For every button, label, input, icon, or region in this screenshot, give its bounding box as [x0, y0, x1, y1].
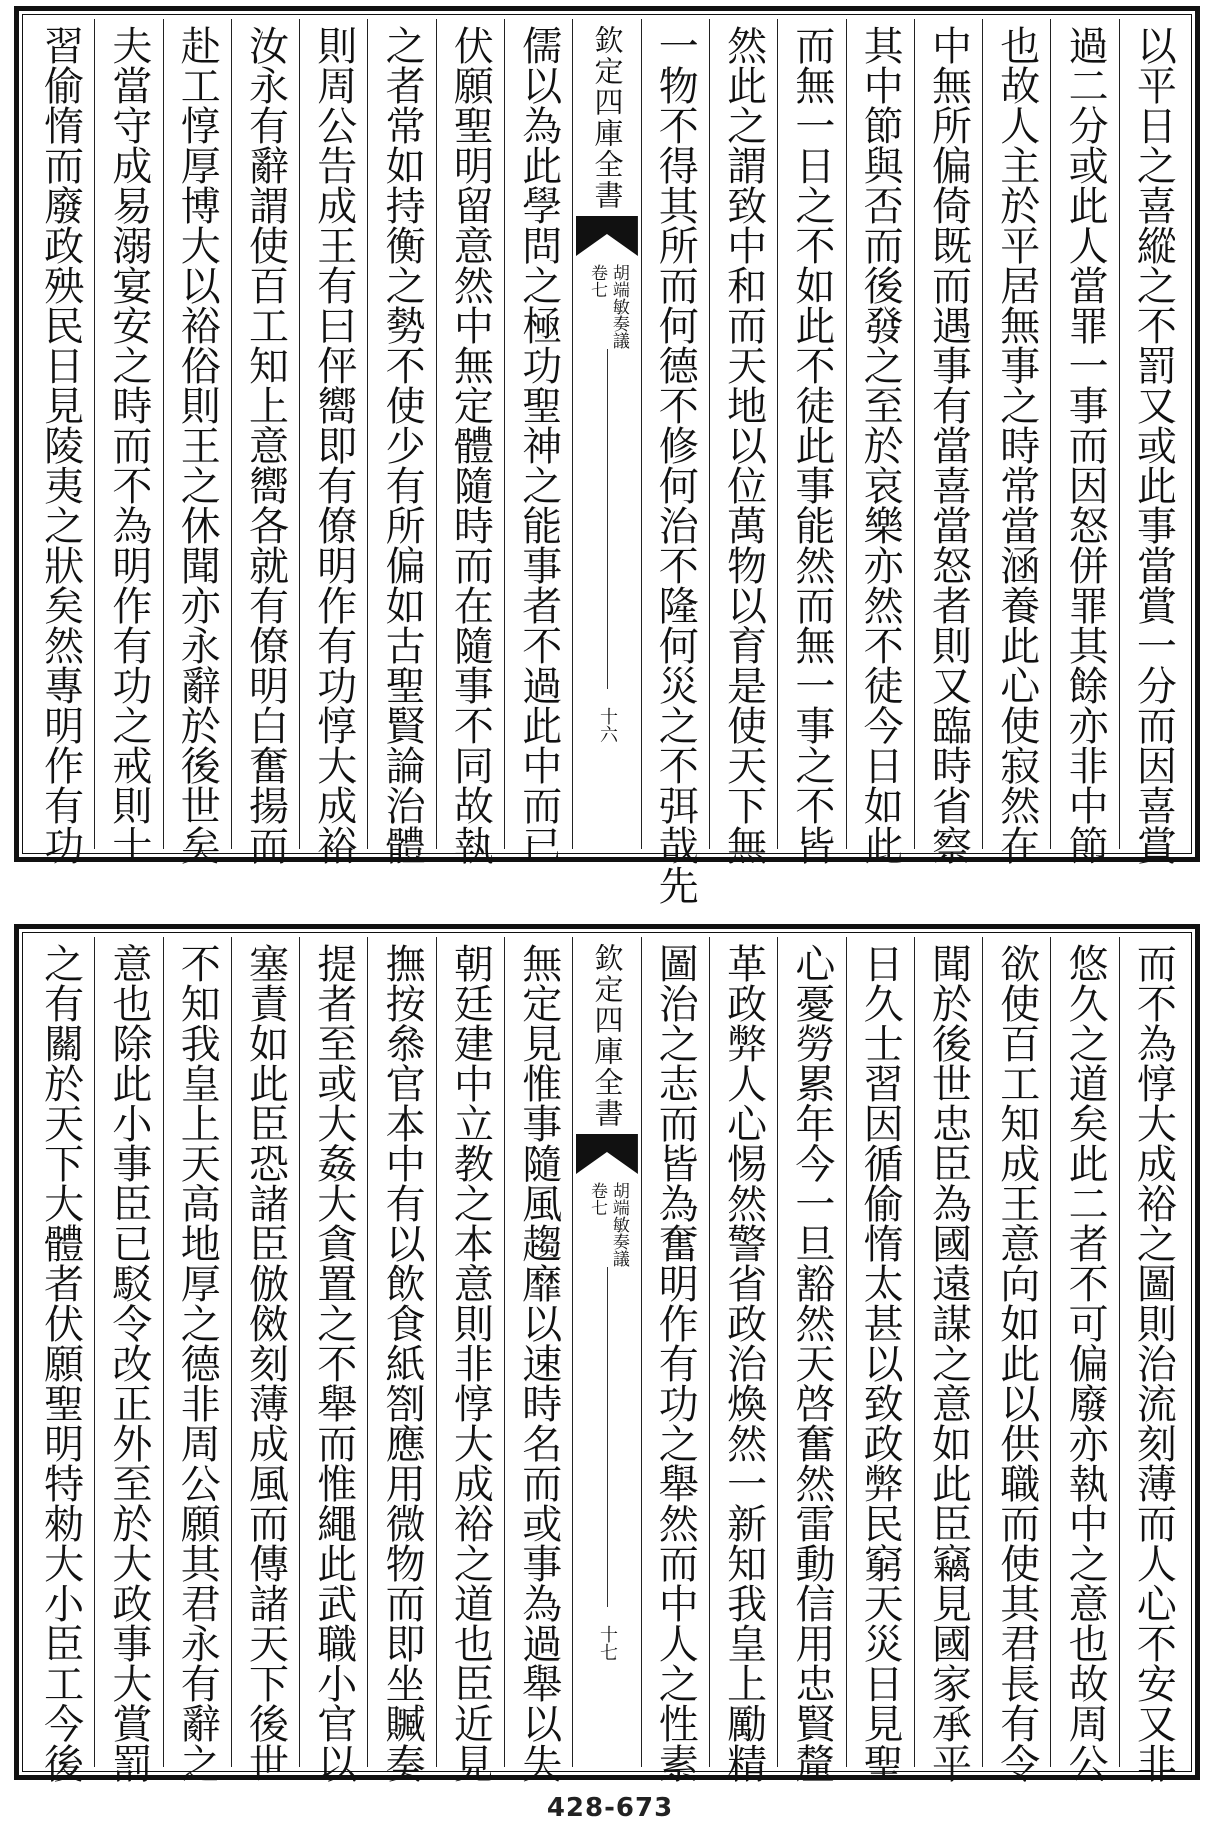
text-column: 無 定 見 惟 事 隨 風 趨 靡 以 速 時 名 而 或 事 為 過 舉 以 失 — [504, 937, 572, 1767]
text-column: 提 者 至 或 大 姦 大 貪 置 之 不 舉 而 惟 繩 此 武 職 小 官 以 — [299, 937, 367, 1767]
volume-label: 卷七 — [586, 1182, 607, 1216]
text-column: 心 憂 勞 累 年 今 一 旦 豁 然 天 啓 奮 然 雷 動 信 用 忠 賢 釐 — [777, 937, 845, 1767]
volume-label: 卷七 — [586, 264, 607, 298]
text-column: 革 政 弊 人 心 惕 然 警 省 政 治 煥 然 一 新 知 我 皇 上 勵 精 — [709, 937, 777, 1767]
text-column: 而 不 為 惇 大 成 裕 之 圖 則 治 流 刻 薄 而 人 心 不 安 又 非 — [1119, 937, 1187, 1767]
text-column: 之 者 常 如 持 衡 之 勢 不 使 少 有 所 偏 如 古 聖 賢 論 治 體 — [367, 19, 435, 849]
text-column: 儒 以 為 此 學 問 之 極 功 聖 神 之 能 事 者 不 過 此 中 而 已 — [504, 19, 572, 849]
center-subtitle — [587, 264, 627, 349]
center-subtitle — [587, 1182, 627, 1267]
text-column: 赴 工 惇 厚 博 大 以 裕 俗 則 王 之 休 聞 亦 永 辭 於 後 世 矣 — [163, 19, 231, 849]
book-title: 胡端敏奏議 — [608, 1182, 629, 1267]
text-column: 朝 廷 建 中 立 教 之 本 意 則 非 惇 大 成 裕 之 道 也 臣 近 見 — [436, 937, 504, 1767]
text-column: 日 久 士 習 因 循 偷 惰 太 甚 以 致 政 弊 民 窮 天 災 日 見 聖 — [846, 937, 914, 1767]
text-column: 汝 永 有 辭 謂 使 百 工 知 上 意 嚮 各 就 有 僚 明 白 奮 揚 而 — [231, 19, 299, 849]
text-column: 以 平 日 之 喜 縱 之 不 罰 又 或 此 事 當 賞 一 分 而 因 喜 賞 — [1119, 19, 1187, 849]
text-column: 也 故 人 主 於 平 居 無 事 之 時 常 當 涵 養 此 心 使 寂 然 在 — [982, 19, 1050, 849]
bottom-page-panel — [14, 924, 1200, 1783]
text-column: 其 中 節 與 否 而 後 發 之 至 於 哀 樂 亦 然 不 徒 今 日 如 此 — [846, 19, 914, 849]
text-column: 而 無 一 日 之 不 如 此 不 徒 此 事 能 然 而 無 一 事 之 不 皆 — [777, 19, 845, 849]
text-column: 不 知 我 皇 上 天 高 地 厚 之 德 非 周 公 願 其 君 永 有 辭 之 — [163, 937, 231, 1767]
text-column: 然 此 之 謂 致 中 和 而 天 地 以 位 萬 物 以 育 是 使 天 下 無 — [709, 19, 777, 849]
top-page-columns — [27, 19, 1187, 905]
text-column: 則 周 公 告 成 王 有 曰 伻 嚮 即 有 僚 明 作 有 功 惇 大 成 裕 — [299, 19, 367, 849]
text-column: 伏 願 聖 明 留 意 然 中 無 定 體 隨 時 而 在 隨 事 不 同 故 執 — [436, 19, 504, 849]
center-fold-column — [572, 937, 640, 1767]
text-column: 之 有 關 於 天 下 大 體 者 伏 願 聖 明 特 勑 大 小 臣 工 今 後 — [37, 943, 84, 1783]
text-column: 塞 責 如 此 臣 恐 諸 臣 倣 傚 刻 薄 成 風 而 傳 諸 天 下 後 世 — [231, 937, 299, 1767]
folio-number: 十七 — [596, 1625, 618, 1661]
text-column: 圖 治 之 志 而 皆 為 奮 明 作 有 功 之 舉 然 而 中 人 之 性 素 — [641, 937, 709, 1767]
text-column: 欲 使 百 工 知 成 王 意 向 如 此 以 供 職 而 使 其 君 長 有 令 — [982, 937, 1050, 1767]
folio-number: 十六 — [596, 707, 618, 743]
text-column: 一 物 不 得 其 所 而 何 德 不 修 何 治 不 隆 何 災 之 不 弭 哉 先 — [641, 19, 709, 849]
text-column: 悠 久 之 道 矣 此 二 者 不 可 偏 廢 亦 執 中 之 意 也 故 周 公 — [1050, 937, 1118, 1767]
page-number: 428-673 — [546, 1793, 674, 1823]
text-column: 夫 當 守 成 易 溺 宴 安 之 時 而 不 為 明 作 有 功 之 戒 則 士 — [94, 19, 162, 849]
fishtail-mark-icon — [576, 1134, 638, 1174]
book-title: 胡端敏奏議 — [608, 264, 629, 349]
fold-line — [607, 1267, 608, 1607]
collection-title: 欽 定 四 庫 全 書 — [590, 25, 625, 210]
text-column: 過 二 分 或 此 人 當 罪 一 事 而 因 怒 併 罪 其 餘 亦 非 中 節 — [1050, 19, 1118, 849]
center-fold-column — [572, 19, 640, 849]
text-column: 習 偷 惰 而 廢 政 殃 民 日 見 陵 夷 之 狀 矣 然 專 明 作 有 功 — [37, 25, 84, 865]
text-column: 中 無 所 偏 倚 既 而 遇 事 有 當 喜 當 怒 者 則 又 臨 時 省 察 — [914, 19, 982, 849]
bottom-page-columns — [27, 937, 1187, 1783]
collection-title: 欽 定 四 庫 全 書 — [590, 943, 625, 1128]
fishtail-mark-icon — [576, 216, 638, 256]
fold-line — [607, 349, 608, 689]
text-column: 聞 於 後 世 忠 臣 為 國 遠 謀 之 意 如 此 臣 竊 見 國 家 承 平 — [914, 937, 982, 1767]
text-column: 撫 按 叅 官 本 中 有 以 飲 食 紙 劄 應 用 微 物 而 即 坐 贓 奏 — [367, 937, 435, 1767]
text-column: 意 也 除 此 小 事 臣 已 駁 令 改 正 外 至 於 大 政 事 大 賞 罰 — [94, 937, 162, 1767]
top-page-panel — [14, 6, 1200, 905]
